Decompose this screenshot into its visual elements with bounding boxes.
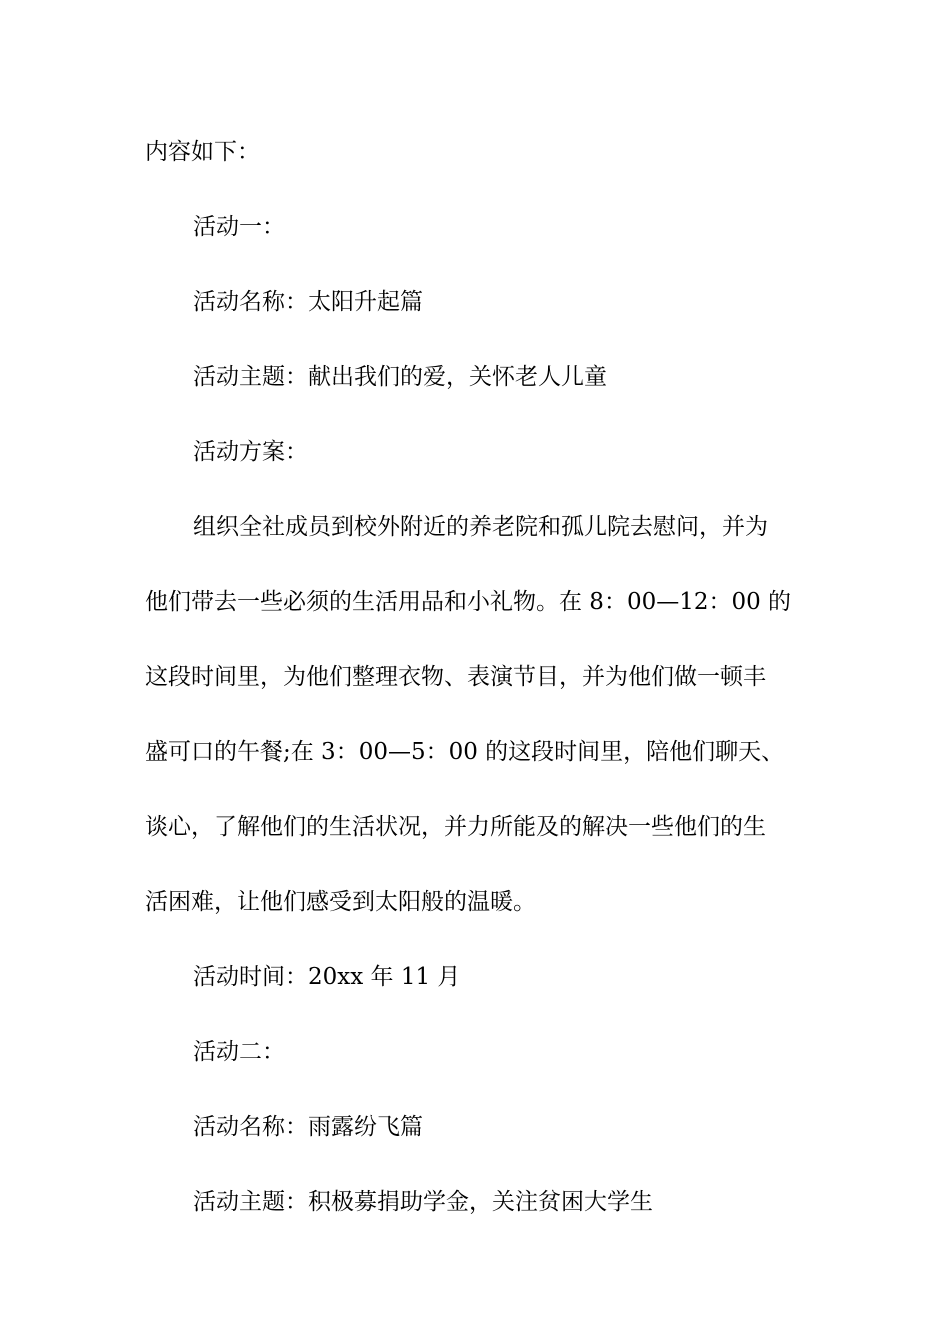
plan-paragraph-line: 谈心，了解他们的生活状况，并力所能及的解决一些他们的生 xyxy=(145,814,766,840)
activity-one-time: 活动时间：20xx 年 11 月 xyxy=(193,964,461,990)
activity-one-theme: 活动主题：献出我们的爱，关怀老人儿童 xyxy=(193,364,607,390)
plan-paragraph-line: 他们带去一些必须的生活用品和小礼物。在 8：00—12：00 的 xyxy=(145,589,792,615)
activity-two-theme: 活动主题：积极募捐助学金，关注贫困大学生 xyxy=(193,1189,653,1215)
plan-paragraph-line: 组织全社成员到校外附近的养老院和孤儿院去慰问，并为 xyxy=(193,514,768,540)
activity-one-plan-heading: 活动方案： xyxy=(193,439,308,465)
intro-line: 内容如下： xyxy=(145,139,260,165)
plan-paragraph-line: 盛可口的午餐;在 3：00—5：00 的这段时间里，陪他们聊天、 xyxy=(145,739,785,765)
plan-paragraph-line: 这段时间里，为他们整理衣物、表演节目，并为他们做一顿丰 xyxy=(145,664,766,690)
plan-paragraph-line: 活困难，让他们感受到太阳般的温暖。 xyxy=(145,889,536,915)
activity-one-name: 活动名称：太阳升起篇 xyxy=(193,289,423,315)
activity-one-heading: 活动一： xyxy=(193,214,285,240)
activity-two-name: 活动名称：雨露纷飞篇 xyxy=(193,1114,423,1140)
activity-two-heading: 活动二： xyxy=(193,1039,285,1065)
